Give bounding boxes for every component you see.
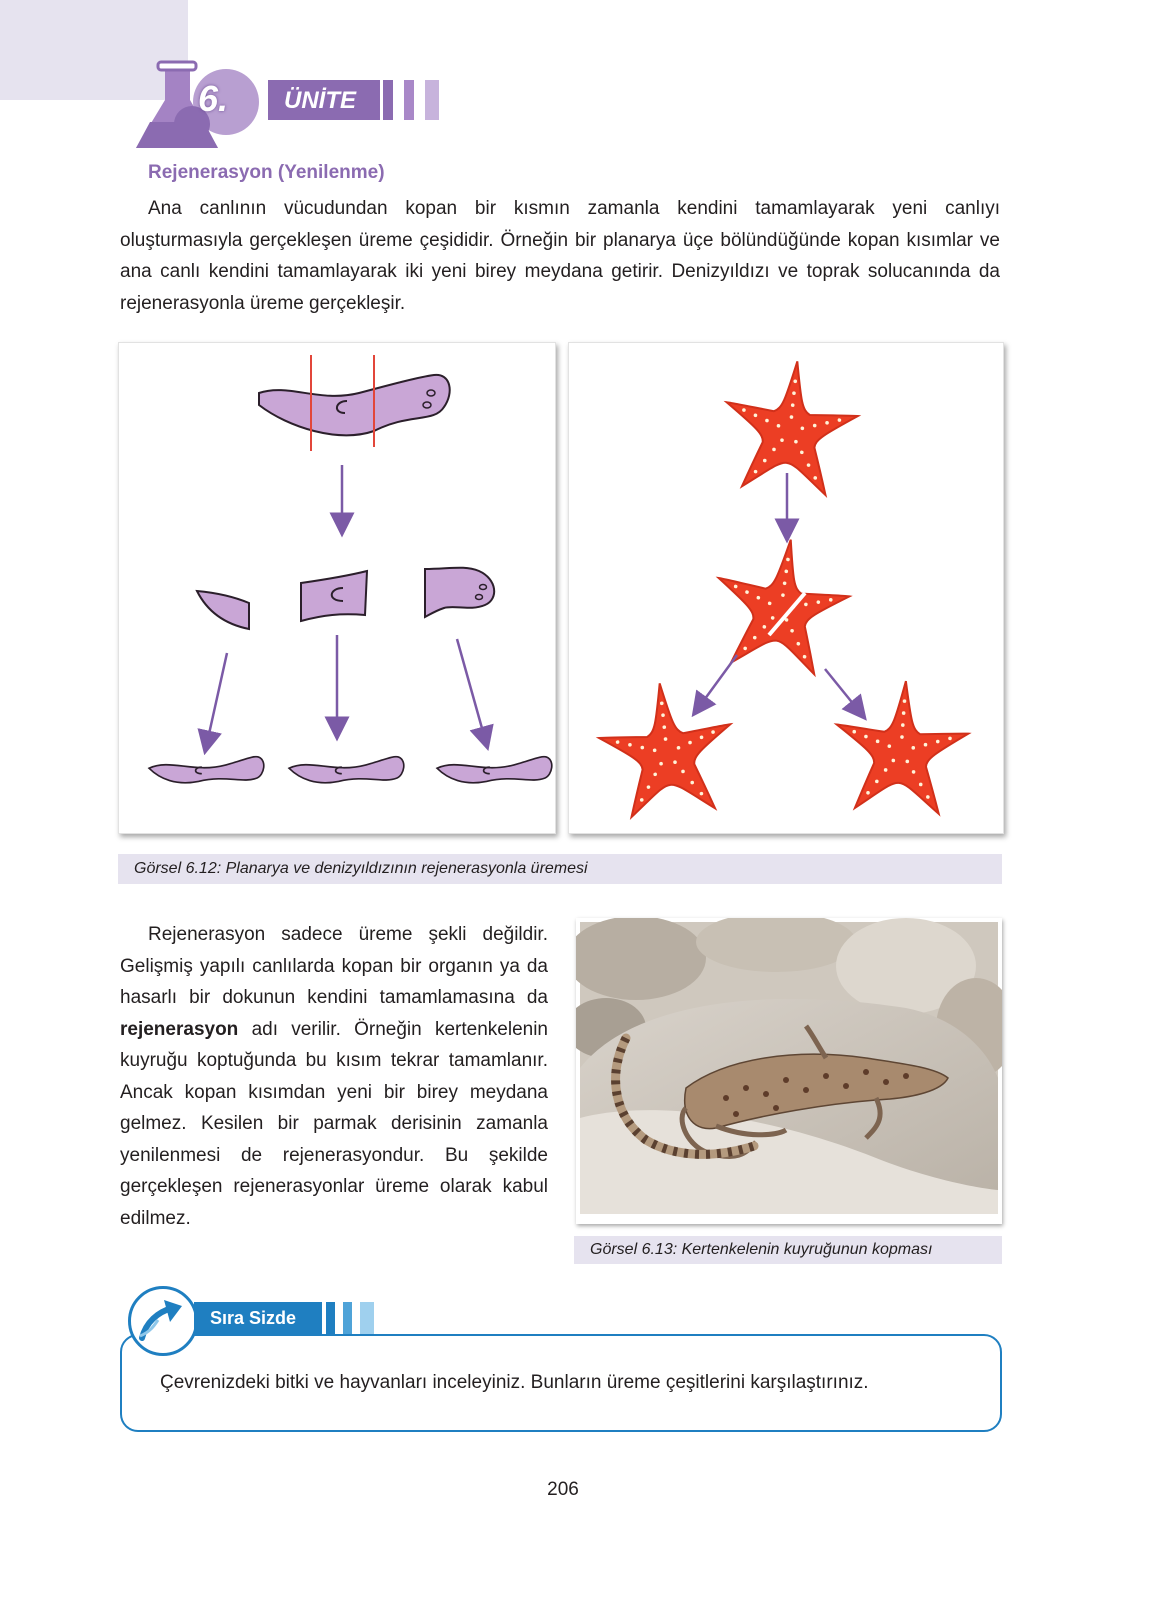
starfish-diagram	[569, 343, 1003, 833]
header-bar-1	[383, 80, 393, 120]
page-number: 206	[547, 1479, 579, 1500]
lizard-photo	[576, 918, 1002, 1224]
planaria-diagram	[119, 343, 555, 833]
lizard-illustration	[576, 918, 1002, 1224]
planaria-fragment-head	[425, 568, 494, 617]
unit-number: 6.	[198, 78, 229, 119]
regeneration-paragraph	[120, 919, 548, 1234]
planaria-fragment-tail	[197, 591, 249, 629]
activity-bar-3	[360, 1302, 374, 1334]
planaria-offspring-3	[437, 757, 552, 783]
starfish-offspring-1	[594, 676, 739, 819]
figure2-caption: Görsel 6.13: Kertenkelenin kuyruğunun kopması	[574, 1236, 1002, 1264]
planaria-parent	[259, 375, 450, 435]
planaria-offspring-2	[289, 757, 404, 783]
header-bar-2	[404, 80, 414, 120]
figure1-caption: Görsel 6.12: Planarya ve denizyıldızının rejenerasyonla üremesi	[118, 854, 1002, 884]
planaria-fragment-middle	[301, 571, 367, 621]
planaria-figure	[118, 342, 556, 834]
activity-bar-1	[326, 1302, 335, 1334]
regeneration-term: rejenerasyon	[120, 1018, 239, 1040]
header-bar-3	[425, 80, 439, 120]
arrow-icon	[136, 1296, 188, 1344]
starfish-parent	[718, 354, 863, 497]
regeneration-text-part1: Rejenerasyon sadece üreme şekli değildir. Gelişmiş yapılı canlılarda kopan bir organın ya da hasarlı bir dokunun kendini tamamlamasına da	[120, 924, 548, 1008]
starfish-splitting	[707, 530, 856, 677]
activity-text: Çevrenizdeki bitki ve hayvanları inceleyiniz. Bunların üreme çeşitlerini karşılaştırınız.	[160, 1372, 869, 1393]
activity-bar-2	[343, 1302, 352, 1334]
section-title: Rejenerasyon (Yenilenme)	[148, 162, 385, 183]
starfish-offspring-2	[831, 677, 972, 816]
section-paragraph: Ana canlının vücudundan kopan bir kısmın zamanla kendini tamamlayarak yeni canlıyı oluşturmasıyla gerçekleşen üreme çeşididir. Örneğin bir planarya üçe bölündüğünde kopan kısımlar ve ana canlı kendini tamamlayarak iki yeni birey meydana getirir. Denizyıldızı ve toprak solucanında da rejenerasyonla üreme gerçekleşir.	[120, 198, 1000, 314]
unit-label: ÜNİTE	[284, 87, 356, 114]
starfish-figure	[568, 342, 1004, 834]
activity-label: Sıra Sizde	[210, 1308, 297, 1328]
planaria-offspring-1	[149, 757, 264, 783]
regeneration-text-part2: adı verilir. Örneğin kertenkelenin kuyruğu koptuğunda bu kısım tekrar tamamlanır. Ancak kopan kısımdan yeni bir birey meydana gelmez. Kesilen bir parmak derisinin zamanla yenilenmesi de rejenerasyondur. Bu şekilde gerçekleşen rejenerasyonlar üreme olarak kabul edilmez.	[120, 1018, 548, 1229]
